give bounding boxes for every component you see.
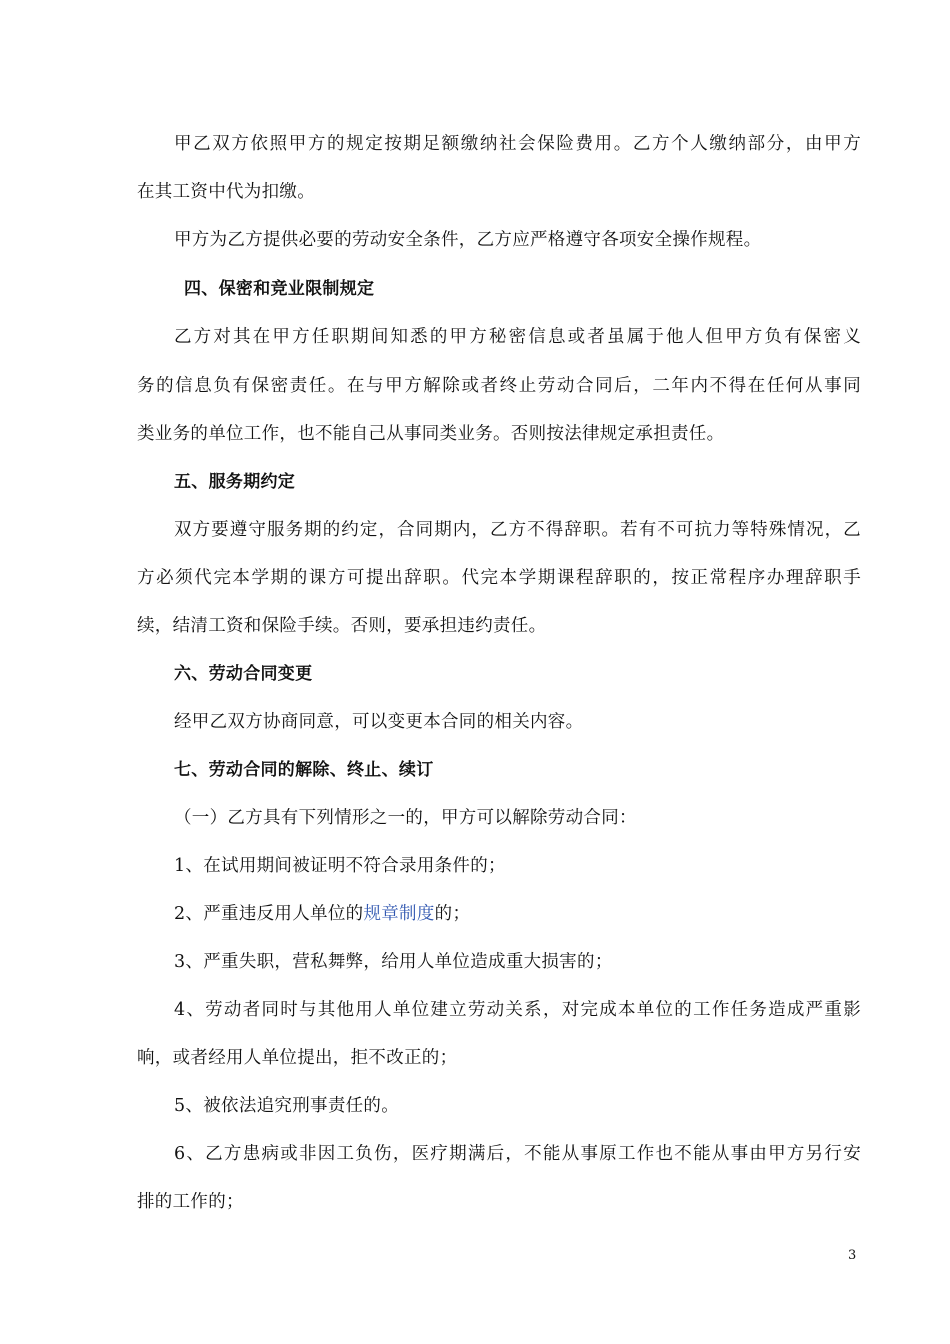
paragraph-line: 在其工资中代为扣缴。 — [137, 182, 315, 202]
paragraph-line: 经甲乙双方协商同意，可以变更本合同的相关内容。 — [174, 712, 584, 732]
paragraph-line: 乙方对其在甲方任职期间知悉的甲方秘密信息或者虽属于他人但甲方负有保密义 — [174, 327, 861, 347]
paragraph-line: 类业务的单位工作，也不能自己从事同类业务。否则按法律规定承担责任。 — [137, 424, 725, 444]
list-item — [174, 902, 861, 926]
list-item: 5、被依法追究刑事责任的。 — [174, 1096, 400, 1116]
paragraph-line: 务的信息负有保密责任。在与甲方解除或者终止劳动合同后，二年内不得在任何从事同 — [137, 376, 861, 396]
list-item-text: 2、严重违反用人单位的 — [174, 904, 364, 924]
section-heading: 四、保密和竞业限制规定 — [184, 279, 375, 299]
section-heading: 六、劳动合同变更 — [174, 664, 313, 684]
section-heading: 五、服务期约定 — [174, 472, 296, 492]
list-item: 4、劳动者同时与其他用人单位建立劳动关系，对完成本单位的工作任务造成严重影 — [174, 1000, 861, 1020]
paragraph-line: （一）乙方具有下列情形之一的，甲方可以解除劳动合同： — [174, 808, 637, 828]
list-item-continuation: 响，或者经用人单位提出，拒不改正的； — [137, 1048, 458, 1068]
list-item-text: 的； — [434, 904, 471, 924]
list-item: 6、乙方患病或非因工负伤，医疗期满后，不能从事原工作也不能从事由甲方另行安 — [174, 1144, 861, 1164]
paragraph-line: 方必须代完本学期的课方可提出辞职。代完本学期课程辞职的，按正常程序办理辞职手 — [137, 568, 861, 588]
paragraph-line: 续，结清工资和保险手续。否则，要承担违约责任。 — [137, 616, 547, 636]
paragraph-line: 双方要遵守服务期的约定，合同期内，乙方不得辞职。若有不可抗力等特殊情况，乙 — [174, 520, 861, 540]
page-number: 3 — [848, 1248, 857, 1263]
paragraph-line: 甲方为乙方提供必要的劳动安全条件，乙方应严格遵守各项安全操作规程。 — [174, 230, 762, 250]
rules-link[interactable]: 规章制度 — [363, 904, 435, 924]
list-item-continuation: 排的工作的； — [137, 1192, 244, 1212]
paragraph-line: 甲乙双方依照甲方的规定按期足额缴纳社会保险费用。乙方个人缴纳部分，由甲方 — [174, 134, 861, 154]
list-item: 1、在试用期间被证明不符合录用条件的； — [174, 856, 506, 876]
section-heading: 七、劳动合同的解除、终止、续订 — [174, 760, 434, 780]
list-item: 3、严重失职，营私舞弊，给用人单位造成重大损害的； — [174, 952, 613, 972]
